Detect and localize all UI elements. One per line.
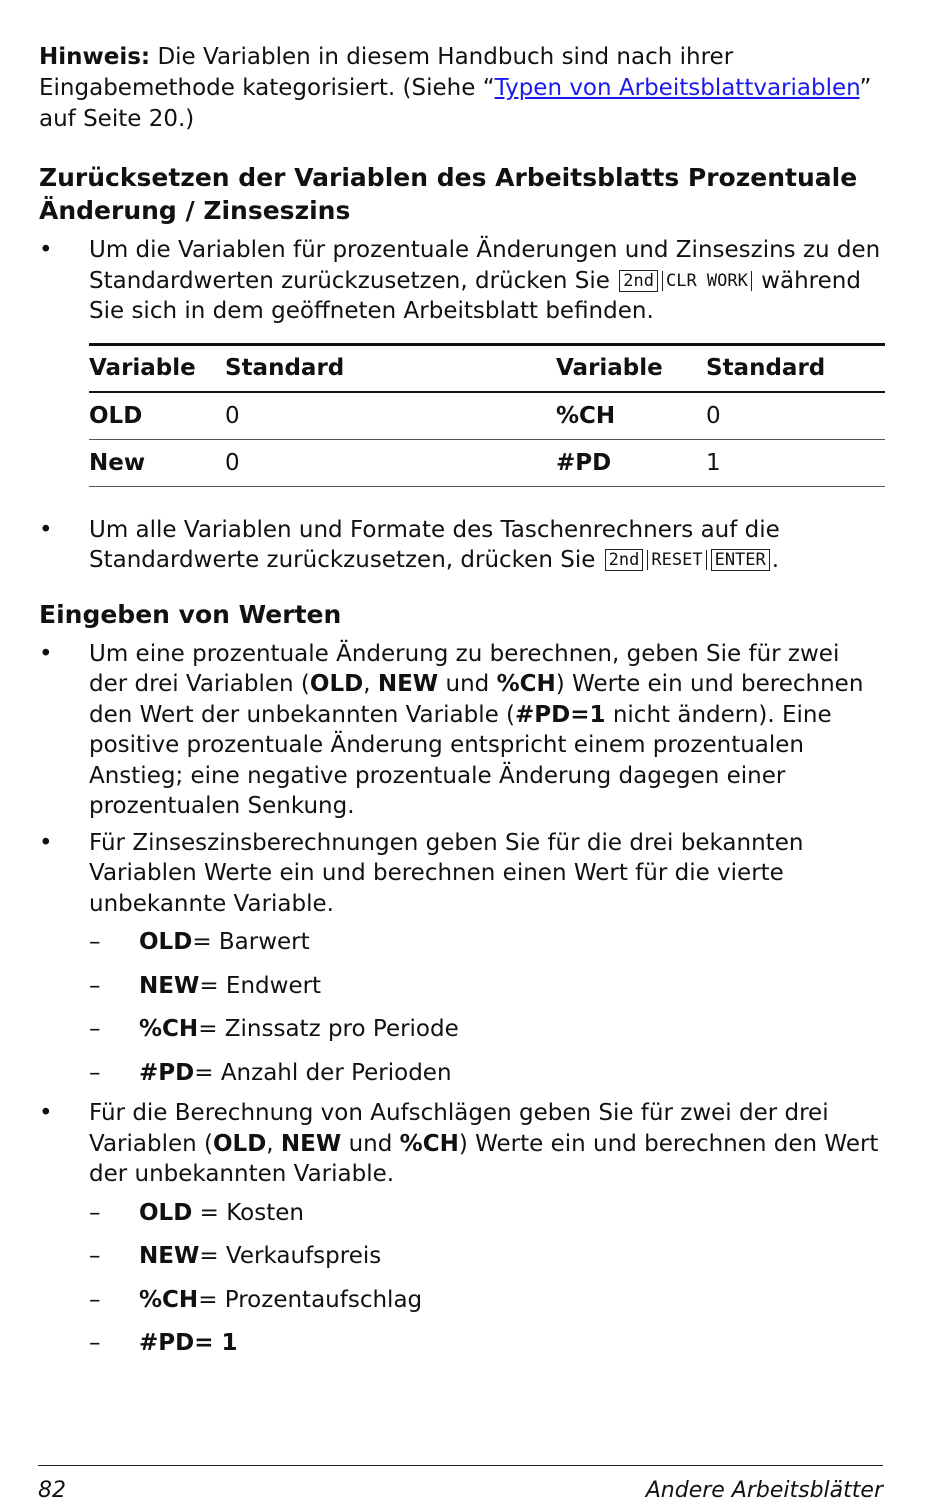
table-cell: 0 [225, 439, 556, 486]
table-row [89, 392, 885, 440]
section-heading-reset: Zurücksetzen der Variablen des Arbeitsblatts Prozentuale Änderung / Zinseszins [39, 163, 858, 225]
bullet-item: • Für Zinseszinsberechnungen geben Sie für die drei bekannten Variablen Werte ein und berechnen einen Wert für die vierte unbekannte Variable. [39, 829, 804, 917]
dash: – [89, 1016, 101, 1042]
sub-item: – #PD= Anzahl der Perioden [39, 1058, 884, 1089]
table-cell: New [89, 439, 225, 486]
sub-item: – OLD = Kosten [39, 1198, 884, 1229]
bullet-dot: • [39, 237, 53, 263]
table-cell: 0 [225, 392, 556, 440]
key-2nd: 2nd [605, 549, 644, 571]
dash: – [89, 972, 101, 999]
table-cell: %CH [556, 392, 706, 440]
page-number: 82 [38, 1478, 66, 1503]
sub-item: – %CH= Zinssatz pro Periode [39, 1014, 884, 1045]
key-clr-work: CLR WORK [662, 271, 752, 291]
key-2nd: 2nd [619, 270, 658, 292]
table-header: Standard [706, 344, 885, 392]
table-cell: OLD [89, 392, 225, 440]
page-content [39, 42, 884, 1359]
sub-list [39, 927, 884, 1088]
note-text: Die Variablen in diesem Handbuch sind nach ihrer Eingabemethode kategorisiert. (Siehe “ [39, 44, 734, 101]
key-reset: RESET [647, 550, 706, 570]
table-header: Variable [89, 344, 225, 392]
sub-item: – NEW= Endwert [39, 971, 884, 1002]
defaults-table [89, 343, 885, 487]
note-text-end: ” auf Seite 20.) [39, 75, 872, 132]
table-cell: 1 [706, 439, 885, 486]
bullet-dot: • [39, 516, 53, 543]
section-heading-enter-values: Eingeben von Werten [39, 599, 342, 629]
bullet-dot: • [39, 829, 53, 856]
table-cell: #PD [556, 439, 706, 486]
note-paragraph [39, 42, 884, 135]
key-enter: ENTER [711, 549, 770, 571]
dash: – [89, 1059, 101, 1086]
page-footer [38, 1465, 883, 1503]
sub-item: – OLD= Barwert [39, 927, 884, 958]
note-label: Hinweis: [39, 44, 151, 70]
table-cell: 0 [706, 392, 885, 440]
sub-item: – #PD= 1 [39, 1328, 884, 1359]
bullet-dot: • [39, 640, 53, 667]
bullet-item: • Um die Variablen für prozentuale Änderungen und Zinseszins zu den Standardwerten zurückzusetzen, drücken Sie 2nd CLR WORK während Sie sich in dem geöffneten Arbeitsblatt befinden. [39, 237, 881, 324]
bullet-item: • Für die Berechnung von Aufschlägen geben Sie für zwei der drei Variablen (OLD, NEW und %CH) Werte ein und berechnen den Wert der unbekannten Variable. [39, 1100, 879, 1187]
sub-item: – NEW= Verkaufspreis [39, 1241, 884, 1272]
table-header-row [89, 344, 885, 392]
table-header: Standard [225, 344, 556, 392]
chapter-title: Andere Arbeitsblätter [645, 1478, 883, 1503]
dash: – [89, 1199, 101, 1226]
sub-list [39, 1198, 884, 1359]
dash: – [89, 1286, 101, 1313]
sub-item: – %CH= Prozentaufschlag [39, 1285, 884, 1316]
dash: – [89, 929, 101, 955]
bullet-dot: • [39, 1100, 53, 1126]
bullet-item: • Um eine prozentuale Änderung zu berechnen, geben Sie für zwei der drei Variablen (OLD, NEW und %CH) Werte ein und berechnen den Wert der unbekannten Variable (#PD=1 nicht ändern). Eine positive prozentuale Änderung entspricht einem prozentualen Anstieg; eine negative prozentuale Änderung dagegen einer prozentualen Senkung. [39, 640, 864, 819]
table-header: Variable [556, 344, 706, 392]
bullet-item: • Um alle Variablen und Formate des Taschenrechners auf die Standardwerte zurückzusetzen, drücken Sie 2nd RESET ENTER . [39, 516, 780, 573]
table-row [89, 439, 885, 486]
dash: – [89, 1330, 101, 1356]
note-link[interactable]: Typen von Arbeitsblattvariablen [494, 75, 860, 101]
dash: – [89, 1243, 101, 1269]
